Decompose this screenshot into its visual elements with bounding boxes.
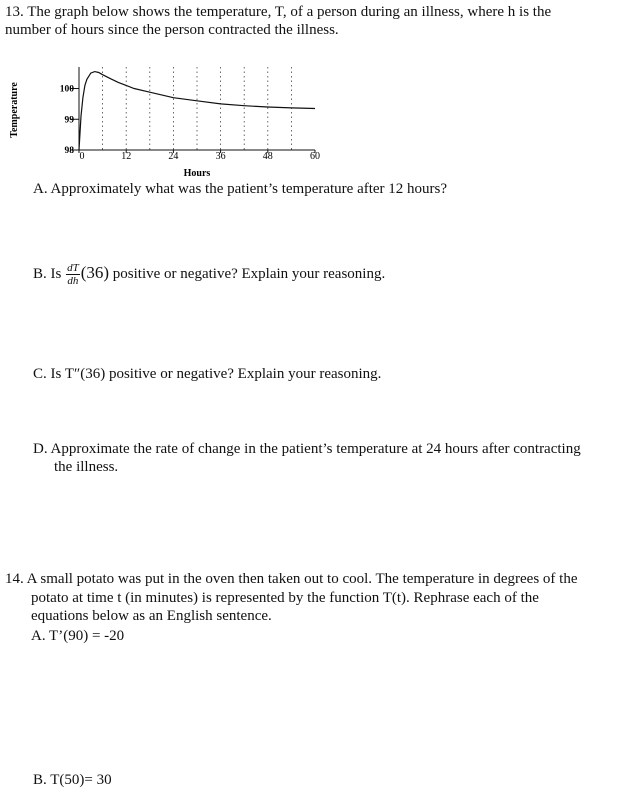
q13-part-a: A. Approximately what was the patient’s temperature after 12 hours? <box>33 181 448 197</box>
x-axis-label: Hours <box>183 168 211 179</box>
x-tick-label-60: 60 <box>310 151 320 162</box>
temperature-graph <box>0 55 330 190</box>
q14-intro-line2: potato at time t (in minutes) is represented by the function T(t). Rephrase each of the <box>31 590 539 606</box>
q13-intro-line1: 13. The graph below shows the temperature, T, of a person during an illness, where h is the <box>5 4 552 20</box>
x-tick-label-48: 48 <box>262 151 273 162</box>
x-tick-label-12: 12 <box>121 151 132 162</box>
x-tick-label-36: 36 <box>215 151 226 162</box>
q13-part-b <box>33 258 385 289</box>
y-axis-label: Temperature <box>9 82 20 138</box>
x-tick-label-24: 24 <box>168 151 179 162</box>
y-tick-label-98: 98 <box>64 146 74 156</box>
fraction-denominator: dh <box>67 275 79 288</box>
temperature-curve <box>79 72 315 150</box>
x-ticks <box>79 150 320 162</box>
y-tick-label-100: 100 <box>59 84 74 95</box>
q14-intro-line1: 14. A small potato was put in the oven then taken out to cool. The temperature in degrees of the <box>5 571 578 587</box>
y-ticks <box>60 85 79 156</box>
q14-intro-line3: equations below as an English sentence. <box>31 608 272 624</box>
y-tick-label-99: 99 <box>64 115 74 126</box>
q13-intro-line2: number of hours since the person contracted the illness. <box>5 22 339 38</box>
part-b-prefix: B. Is <box>33 266 62 282</box>
q13-part-c: C. Is T″(36) positive or negative? Explain your reasoning. <box>33 366 382 382</box>
part-b-argument: (36) <box>80 263 110 282</box>
vertical-gridlines <box>103 67 292 150</box>
q13-part-d-line1: D. Approximate the rate of change in the patient’s temperature at 24 hours after contracting <box>33 441 581 457</box>
derivative-fraction <box>66 262 80 287</box>
q14-part-b: B. T(50)= 30 <box>33 772 112 788</box>
x-tick-label-0: 0 <box>79 151 85 162</box>
q13-part-d-line2: the illness. <box>54 459 119 475</box>
fraction-numerator: dT <box>67 262 79 275</box>
part-b-suffix: positive or negative? Explain your reasoning. <box>112 266 386 282</box>
q14-part-a: A. T’(90) = -20 <box>31 628 125 644</box>
